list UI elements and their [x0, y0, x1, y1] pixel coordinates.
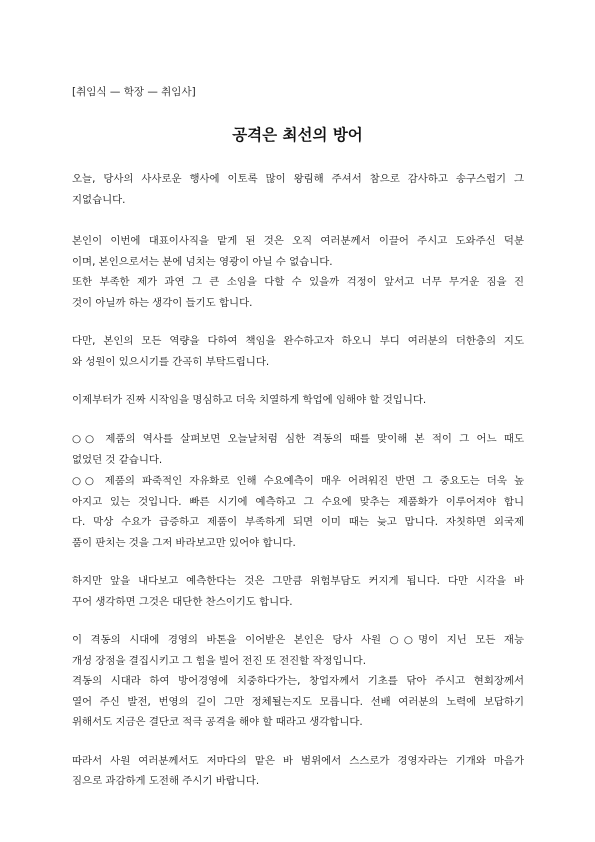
body-line: ○○ 제품의 역사를 살펴보면 오늘날처럼 심한 격동의 때를 맞이해 본 적이 그 어느 때도	[72, 433, 524, 445]
body-line: 개성 장점을 결집시키고 그 힘을 빌어 전진 또 전진할 작정입니다.	[72, 655, 366, 667]
body-line: 와 성원이 있으시기를 간곡히 부탁드립니다.	[72, 356, 270, 368]
body-line: ○○ 제품의 파죽적인 자유화로 인해 수요예측이 매우 어려워진 반면 그 중요도는 더욱 높	[72, 475, 524, 487]
body-line: 다. 막상 수요가 급증하고 제품이 부족하게 되면 이미 때는 늦고 맙니다. 자칫하면 외국제	[72, 516, 524, 528]
body-line: 또한 부족한 제가 과연 그 큰 소임을 다할 수 있을까 걱정이 앞서고 너무 무거운 짐을 진	[72, 276, 524, 288]
body-line: 아지고 있는 것입니다. 빠른 시기에 예측하고 그 수요에 맞추는 제품화가 이루어져야 합니	[72, 496, 524, 508]
body-line: 열어 주신 발전, 번영의 길이 그만 정체될는지도 모릅니다. 선배 여러분의 노력에 보답하기	[72, 696, 524, 708]
body-line: 짐으로 과감하게 도전해 주시기 바랍니다.	[72, 775, 260, 787]
body-line: 따라서 사원 여러분께서도 저마다의 맡은 바 범위에서 스스로가 경영자라는 기개와 마음가	[72, 755, 524, 767]
body-line: 다만, 본인의 모든 역량을 다하여 책임을 완수하고자 하오니 부디 여러분의 더한층의 지도	[72, 335, 524, 347]
body-line: 꾸어 생각하면 그것은 대단한 찬스이기도 합니다.	[72, 596, 293, 608]
body-line: 오늘, 당사의 사사로운 행사에 이토록 많이 왕림해 주셔서 참으로 감사하고 송구스럽기 그	[72, 173, 524, 185]
body-line: 이 격동의 시대에 경영의 바톤을 이어받은 본인은 당사 사원 ○○명이 지닌 모든 재능	[72, 634, 524, 646]
document-title: 공격은 최선의 방어	[232, 126, 363, 144]
body-line: 품이 판치는 것을 그저 바라보고만 있어야 합니다.	[72, 537, 296, 549]
body-line: 것이 아닐까 하는 생각이 들기도 합니다.	[72, 297, 253, 309]
body-line: 위해서도 지금은 결단코 적극 공격을 해야 할 때라고 생각합니다.	[72, 716, 363, 728]
body-line: 지없습니다.	[72, 194, 126, 206]
body-line: 이제부터가 진짜 시작임을 명심하고 더욱 치열하게 학업에 임해야 할 것입니다.	[72, 394, 427, 406]
body-line: 격동의 시대라 하여 방어경영에 치중하다가는, 창업자께서 기초를 닦아 주시고 현회장께서	[72, 675, 524, 687]
body-line: 없었던 것 같습니다.	[72, 454, 163, 466]
header-tag: [취임식 — 학장 — 취임사]	[72, 86, 196, 98]
body-line: 이며, 본인으로서는 분에 넘치는 영광이 아닐 수 없습니다.	[72, 256, 333, 268]
body-line: 하지만 앞을 내다보고 예측한다는 것은 그만큼 위험부담도 커지게 됩니다. 다만 시각을 바	[72, 575, 524, 587]
body-line: 본인이 이번에 대표이사직을 맡게 된 것은 오직 여러분께서 이끌어 주시고 도와주신 덕분	[72, 235, 524, 247]
